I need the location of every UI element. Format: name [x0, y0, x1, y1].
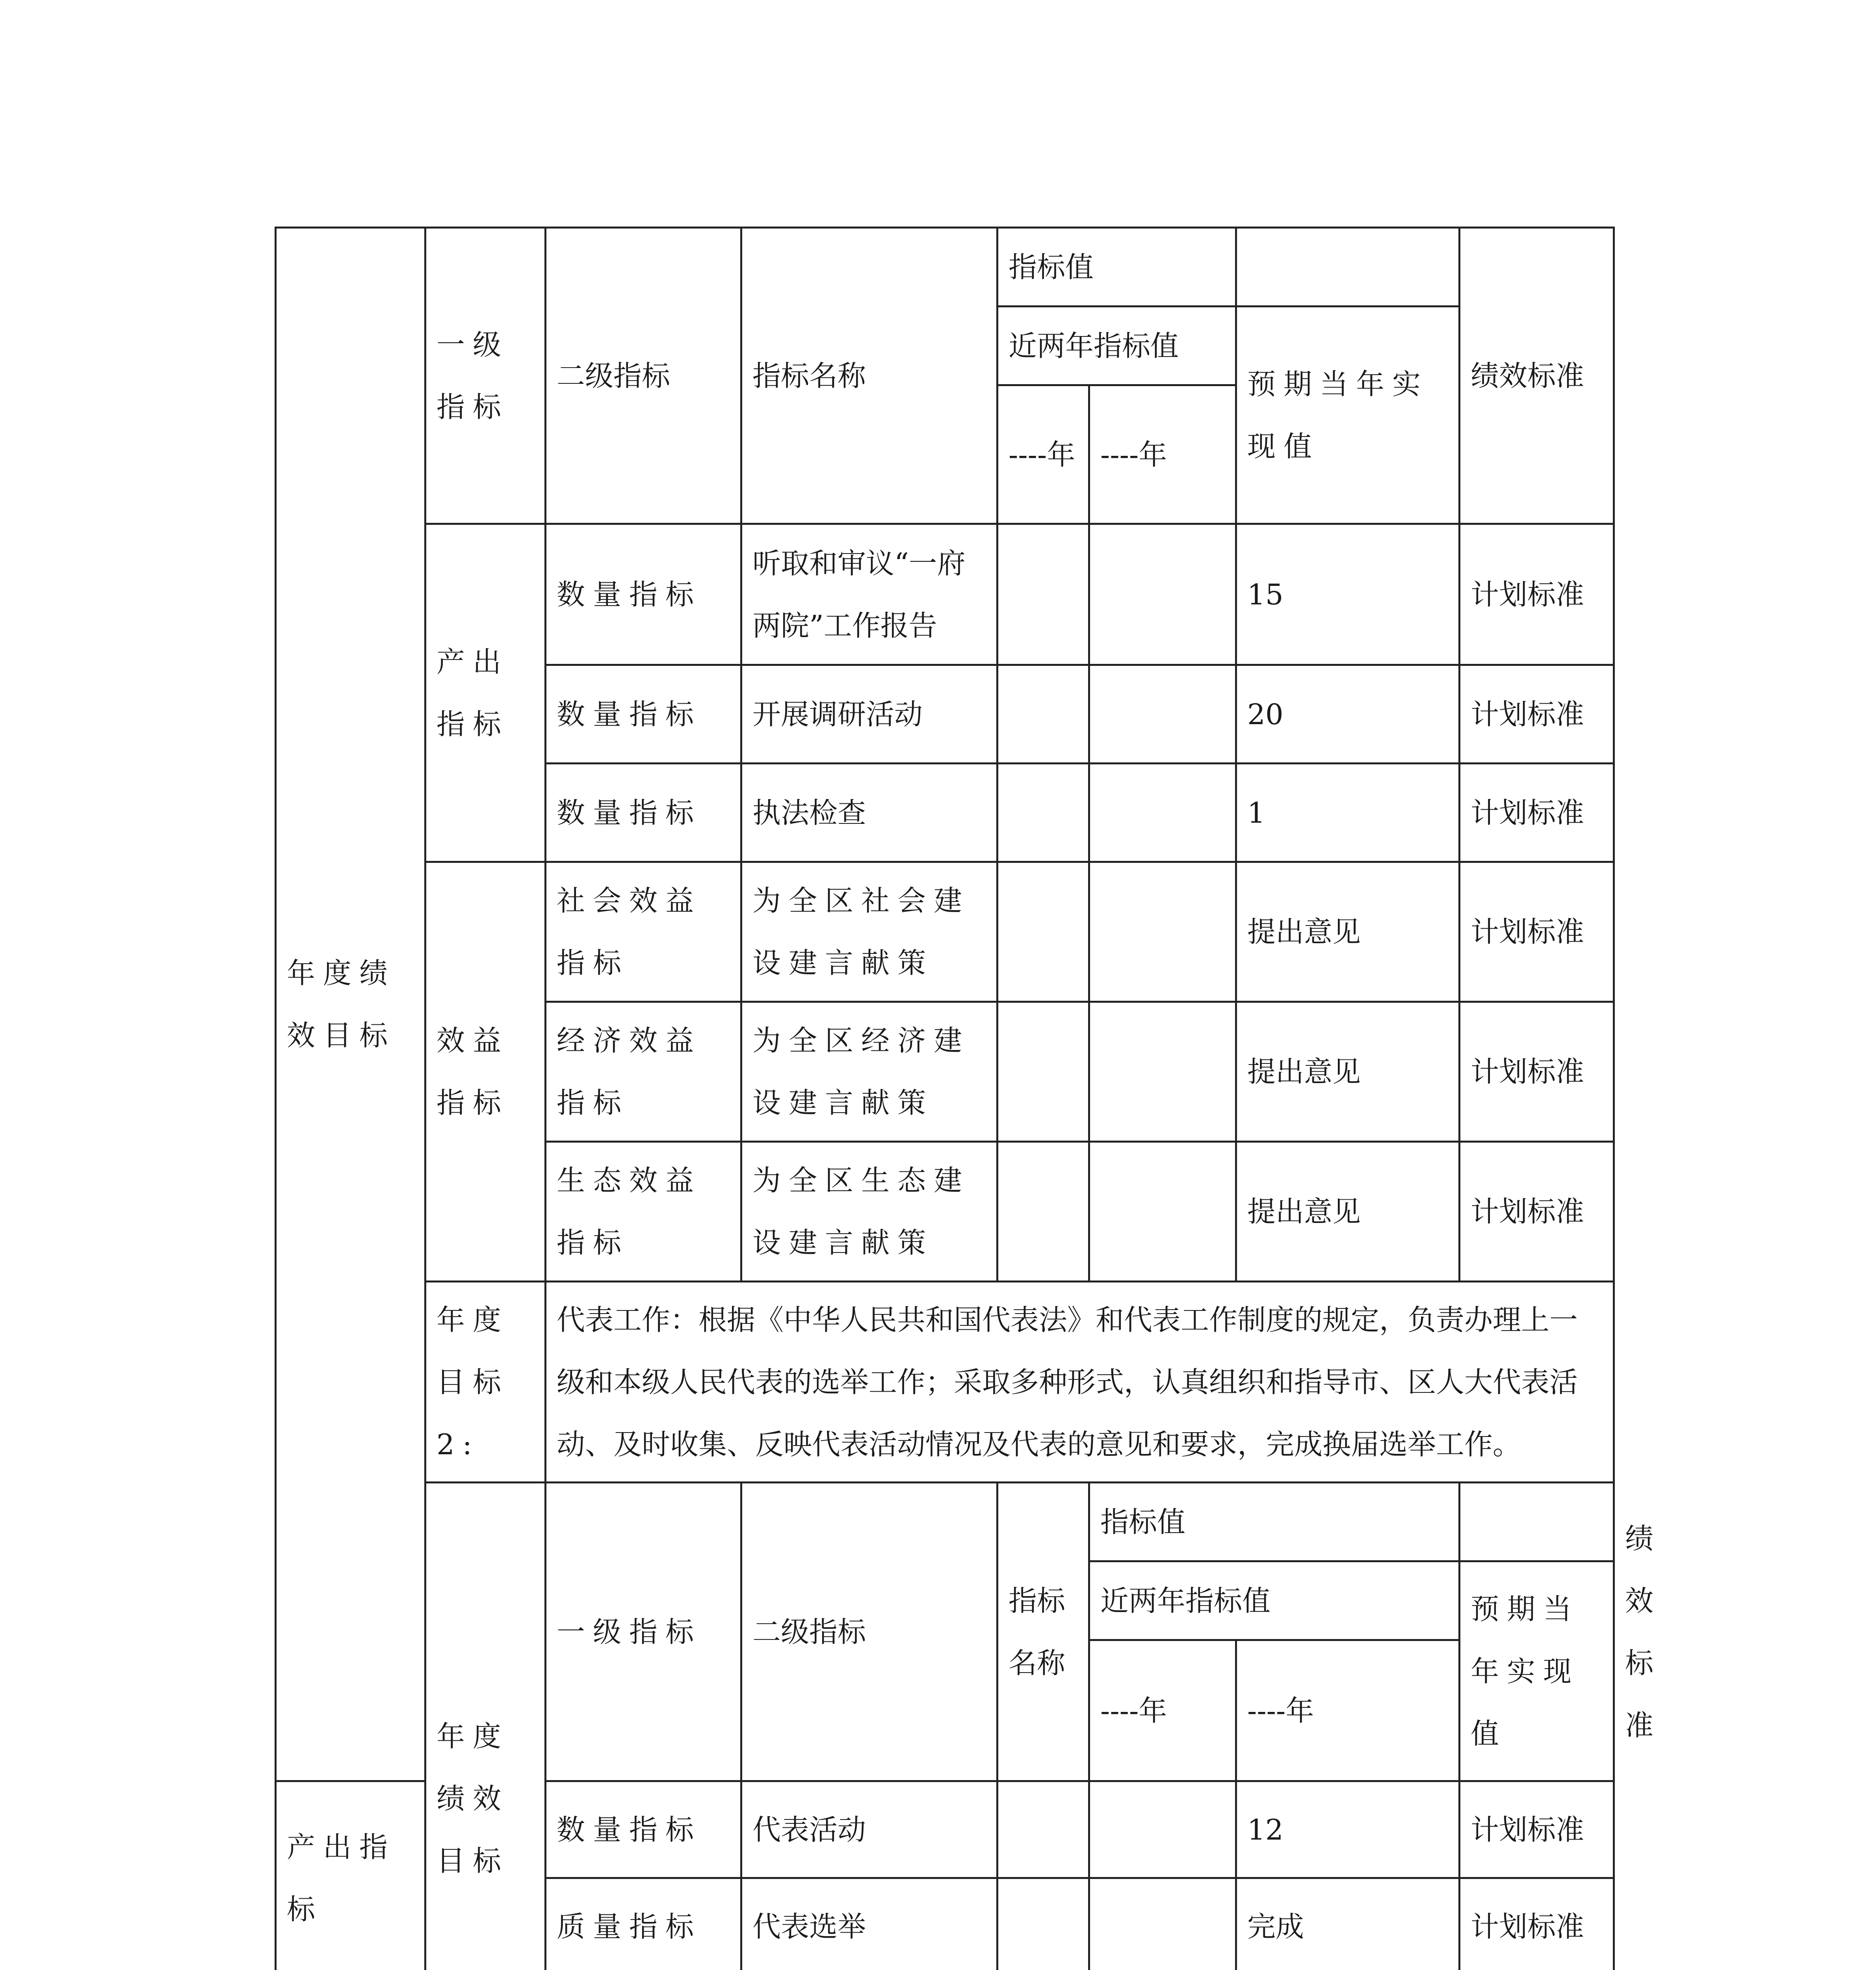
indicator-name: 执法检查	[741, 764, 997, 862]
block1-header-empty-cell	[1236, 228, 1460, 307]
goal2-text: 代表工作：根据《中华人民共和国代表法》和代表工作制度的规定，负责办理上一级和本级人民代表的选举工作；采取多种形式，认真组织和指导市、区人大代表活动、及时收集、反映代表活动情况及代表的意见和要求，完成换届选举工作。	[546, 1282, 1614, 1483]
year-b-value	[1089, 1142, 1236, 1282]
expected-value: 提出意见	[1236, 862, 1460, 1002]
block1-header-level1: 一级指标	[425, 228, 546, 524]
year-b-value	[1089, 1878, 1236, 1970]
performance-standard: 计划标准	[1460, 1781, 1614, 1878]
year-b-value	[1089, 1781, 1236, 1878]
block1-header-indicator-name: 指标名称	[741, 228, 997, 524]
year-b-value	[1089, 524, 1236, 665]
expected-value: 提出意见	[1236, 1002, 1460, 1142]
indicator-level2: 社会效益指标	[546, 862, 741, 1002]
indicator-level2: 数量指标	[546, 1781, 741, 1878]
year-a-value	[997, 1002, 1089, 1142]
year-b-value	[1089, 764, 1236, 862]
goal-row	[276, 1282, 1614, 1483]
indicator-level2: 数量指标	[546, 665, 741, 764]
year-a-value	[997, 862, 1089, 1002]
table-row	[276, 862, 1614, 1002]
block1-header-standard: 绩效标准	[1460, 228, 1614, 524]
indicator-level2: 数量指标	[546, 764, 741, 862]
year-a-value	[997, 665, 1089, 764]
year-a-value	[997, 1142, 1089, 1282]
block2-header-expected: 预期当年实现值	[1460, 1561, 1614, 1781]
block1-row-label: 年度绩效目标	[276, 228, 425, 1781]
table-row	[276, 524, 1614, 665]
indicator-level2: 经济效益指标	[546, 1002, 741, 1142]
performance-standard: 计划标准	[1460, 1878, 1614, 1970]
performance-standard: 计划标准	[1460, 862, 1614, 1002]
expected-value: 12	[1236, 1781, 1460, 1878]
indicator-level2: 质量指标	[546, 1878, 741, 1970]
year-b-value	[1089, 1002, 1236, 1142]
block2-header-level2: 二级指标	[741, 1483, 997, 1781]
indicator-name: 代表活动	[741, 1781, 997, 1878]
block1-header-year-b: ----年	[1089, 385, 1236, 524]
expected-value: 1	[1236, 764, 1460, 862]
year-a-value	[997, 764, 1089, 862]
block1-header-recent-years: 近两年指标值	[997, 307, 1236, 385]
expected-value: 15	[1236, 524, 1460, 665]
block2-header-recent-years: 近两年指标值	[1089, 1561, 1460, 1640]
block2-output-group: 产出指标	[276, 1781, 425, 1970]
performance-target-table: 年度绩效目标 一级指标 二级指标 指标名称 指标值 绩效标准 近两年指标值 预期当年实现值 ----年 ----年 产出指标 数量指标 听取和审议“一府两院”工作报告 15 计划标准 数量指标 开展调研活动 20 计划标准 数量指标 执法检查 1 计划标准 效益指标 社会效益指标 为全区社会建设建言献策 提出意见 计划标准 经济效益指标 为全区经济建设建言献策 提出意见 计划标准 生态效益指标 为全区生态建设建言献策 提出意见 计划标准 年度目标2: 代表工作：根据《中华人民共和国代表法》和代表工作制度的规定，负责办理上一级和本级人民代表的选举工作；采取多种形式，认真组织和指导市、区人大代表活动、及时收集、反映代表活动情况及代表的意见和要求，完成换届选举工作。 年度绩效目标 一级指标 二级指标 指标名称 指标值 绩效标准 近两年指标值 预期当年实现值 ----年 ----年 产出指标 数量指标 代表活动 12 计划标准 质量指标 代表选举 完成 计划标准	[275, 227, 1615, 1970]
year-a-value	[997, 1878, 1089, 1970]
block1-benefit-group: 效益指标	[425, 862, 546, 1282]
performance-standard: 计划标准	[1460, 524, 1614, 665]
indicator-level2: 数量指标	[546, 524, 741, 665]
block1-header-level2: 二级指标	[546, 228, 741, 524]
block1-header-expected: 预期当年实现值	[1236, 307, 1460, 524]
block2-header-level1: 一级指标	[546, 1483, 741, 1781]
indicator-name: 开展调研活动	[741, 665, 997, 764]
year-a-value	[997, 524, 1089, 665]
performance-standard: 计划标准	[1460, 1002, 1614, 1142]
year-b-value	[1089, 665, 1236, 764]
goal2-label: 年度目标2:	[425, 1282, 546, 1483]
indicator-name: 为全区经济建设建言献策	[741, 1002, 997, 1142]
block1-header-indicator-value: 指标值	[997, 228, 1236, 307]
block2-header-empty-cell	[1460, 1483, 1614, 1561]
performance-standard: 计划标准	[1460, 665, 1614, 764]
expected-value: 20	[1236, 665, 1460, 764]
block2-header-indicator-value: 指标值	[1089, 1483, 1460, 1561]
block1-output-group: 产出指标	[425, 524, 546, 862]
expected-value: 提出意见	[1236, 1142, 1460, 1282]
year-b-value	[1089, 862, 1236, 1002]
block2-header-indicator-name: 指标名称	[997, 1483, 1089, 1781]
indicator-name: 代表选举	[741, 1878, 997, 1970]
block2-header-year-a: ----年	[1089, 1640, 1236, 1781]
indicator-name: 为全区生态建设建言献策	[741, 1142, 997, 1282]
indicator-level2: 生态效益指标	[546, 1142, 741, 1282]
expected-value: 完成	[1236, 1878, 1460, 1970]
block2-row-label: 年度绩效目标	[425, 1483, 546, 1970]
performance-standard: 计划标准	[1460, 1142, 1614, 1282]
performance-standard: 计划标准	[1460, 764, 1614, 862]
year-a-value	[997, 1781, 1089, 1878]
indicator-name: 为全区社会建设建言献策	[741, 862, 997, 1002]
block1-header-year-a: ----年	[997, 385, 1089, 524]
block2-header-year-b: ----年	[1236, 1640, 1460, 1781]
indicator-name: 听取和审议“一府两院”工作报告	[741, 524, 997, 665]
